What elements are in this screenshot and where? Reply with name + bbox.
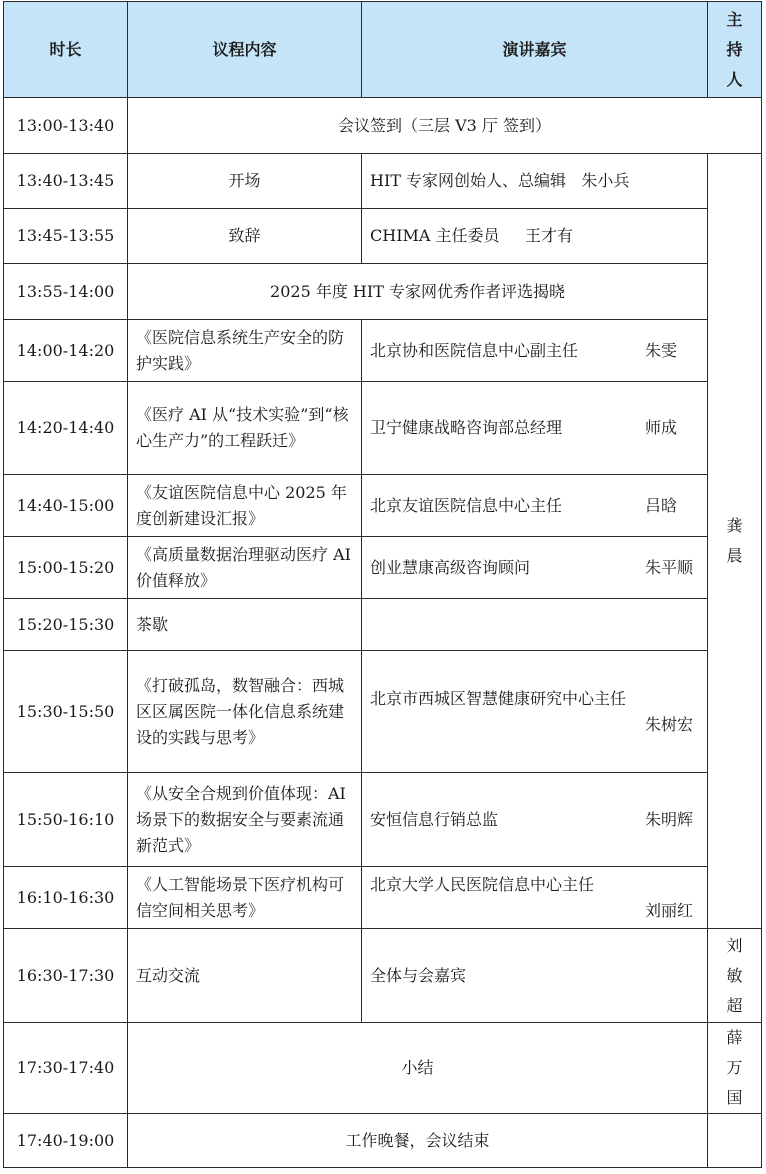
- checkin-cell: 会议签到（三层 V3 厅 签到）: [128, 98, 762, 154]
- agenda-cell: 《打破孤岛，数智融合：西城区区属医院一体化信息系统建设的实践与思考》: [128, 651, 362, 773]
- speaker-cell: [362, 475, 708, 537]
- speaker-title: 北京市西城区智慧健康研究中心主任: [370, 688, 627, 708]
- time-cell: 17:40-19:00: [4, 1114, 128, 1168]
- announcement-cell: 2025 年度 HIT 专家网优秀作者评选揭晓: [128, 264, 708, 320]
- agenda-row: [4, 929, 762, 1023]
- time-cell: 15:00-15:20: [4, 537, 128, 599]
- agenda-row: [4, 382, 762, 475]
- speaker-title: 北京大学人民医院信息中心主任: [370, 874, 595, 894]
- agenda-cell: 《高质量数据治理驱动医疗 AI 价值释放》: [128, 537, 362, 599]
- host-cell-empty: [708, 1114, 762, 1168]
- time-cell: 15:50-16:10: [4, 773, 128, 867]
- time-cell: 15:20-15:30: [4, 599, 128, 651]
- header-host-char: 人: [726, 69, 743, 89]
- host-char: 晨: [726, 546, 743, 565]
- agenda-cell: 《医院信息系统生产安全的防护实践》: [128, 320, 362, 382]
- speaker-title: 北京友谊医院信息中心主任: [370, 495, 563, 515]
- speaker-name: 刘丽红: [644, 900, 693, 920]
- speaker-name: 朱平顺: [644, 557, 693, 577]
- speaker-name: 师成: [644, 418, 677, 437]
- speaker-cell: [362, 651, 708, 773]
- agenda-row: [4, 264, 762, 320]
- host-char: 敏: [726, 965, 743, 985]
- agenda-row: [4, 773, 762, 867]
- header-host: [708, 2, 762, 98]
- agenda-row: [4, 537, 762, 599]
- speaker-cell: [362, 773, 708, 867]
- agenda-cell: 开场: [128, 154, 362, 209]
- speaker-cell: [362, 537, 708, 599]
- time-cell: 14:00-14:20: [4, 320, 128, 382]
- time-cell: 15:30-15:50: [4, 651, 128, 773]
- host-summary: [708, 1023, 762, 1114]
- time-cell: 14:20-14:40: [4, 382, 128, 475]
- agenda-row: [4, 98, 762, 154]
- speaker-cell: [362, 154, 708, 209]
- speaker-title: HIT 专家网创始人、总编辑: [370, 171, 567, 190]
- header-agenda: 议程内容: [128, 2, 362, 98]
- agenda-row: [4, 209, 762, 264]
- speaker-title: CHIMA 主任委员: [370, 226, 500, 245]
- agenda-row: [4, 154, 762, 209]
- speaker-name: 朱雯: [644, 340, 677, 360]
- host-char: 国: [726, 1088, 743, 1107]
- speaker-cell: [362, 320, 708, 382]
- agenda-cell: 互动交流: [128, 929, 362, 1023]
- host-char: 龚: [726, 516, 743, 535]
- time-cell: 14:40-15:00: [4, 475, 128, 537]
- speaker-cell: [362, 867, 708, 929]
- agenda-cell: 致辞: [128, 209, 362, 264]
- agenda-cell: 《友谊医院信息中心 2025 年度创新建设汇报》: [128, 475, 362, 537]
- speaker-title: 创业慧康高级咨询顾问: [370, 557, 531, 577]
- speaker-name: 朱小兵: [581, 171, 630, 190]
- agenda-row: [4, 475, 762, 537]
- header-host-char: 持: [726, 39, 743, 59]
- host-qa: [708, 929, 762, 1023]
- time-cell: 13:45-13:55: [4, 209, 128, 264]
- speaker-cell: [362, 382, 708, 475]
- time-cell: 13:55-14:00: [4, 264, 128, 320]
- agenda-cell: 《从安全合规到价值体现：AI 场景下的数据安全与要素流通新范式》: [128, 773, 362, 867]
- agenda-table: [3, 1, 762, 1168]
- dinner-cell: 工作晚餐，会议结束: [128, 1114, 708, 1168]
- speaker-title: 卫宁健康战略咨询部总经理: [370, 418, 563, 437]
- agenda-row: [4, 651, 762, 773]
- time-cell: 13:00-13:40: [4, 98, 128, 154]
- header-row: [4, 2, 762, 98]
- header-speaker: 演讲嘉宾: [362, 2, 708, 98]
- host-char: 刘: [726, 935, 743, 955]
- host-main: [708, 154, 762, 929]
- speaker-name: 朱树宏: [644, 714, 693, 734]
- speaker-title: 安恒信息行销总监: [370, 809, 499, 829]
- speaker-title: 北京协和医院信息中心副主任: [370, 340, 579, 360]
- speaker-name: 王才有: [524, 226, 573, 245]
- agenda-cell: 《人工智能场景下医疗机构可信空间相关思考》: [128, 867, 362, 929]
- summary-cell: 小结: [128, 1023, 708, 1114]
- host-char: 薛: [726, 1028, 743, 1047]
- agenda-row: [4, 320, 762, 382]
- agenda-row: [4, 599, 762, 651]
- host-char: 万: [726, 1058, 743, 1077]
- time-cell: 16:30-17:30: [4, 929, 128, 1023]
- speaker-cell-empty: [362, 599, 708, 651]
- speaker-name: 吕晗: [644, 495, 677, 515]
- time-cell: 17:30-17:40: [4, 1023, 128, 1114]
- time-cell: 16:10-16:30: [4, 867, 128, 929]
- time-cell: 13:40-13:45: [4, 154, 128, 209]
- speaker-name: 朱明辉: [644, 809, 693, 829]
- host-char: 超: [726, 995, 743, 1015]
- header-host-char: 主: [726, 9, 743, 29]
- header-time: 时长: [4, 2, 128, 98]
- agenda-cell: 茶歇: [128, 599, 362, 651]
- agenda-row: [4, 867, 762, 929]
- speaker-cell: 全体与会嘉宾: [362, 929, 708, 1023]
- speaker-cell: [362, 209, 708, 264]
- agenda-cell: 《医疗 AI 从“技术实验”到“核心生产力”的工程跃迁》: [128, 382, 362, 475]
- agenda-row: [4, 1114, 762, 1168]
- agenda-row: [4, 1023, 762, 1114]
